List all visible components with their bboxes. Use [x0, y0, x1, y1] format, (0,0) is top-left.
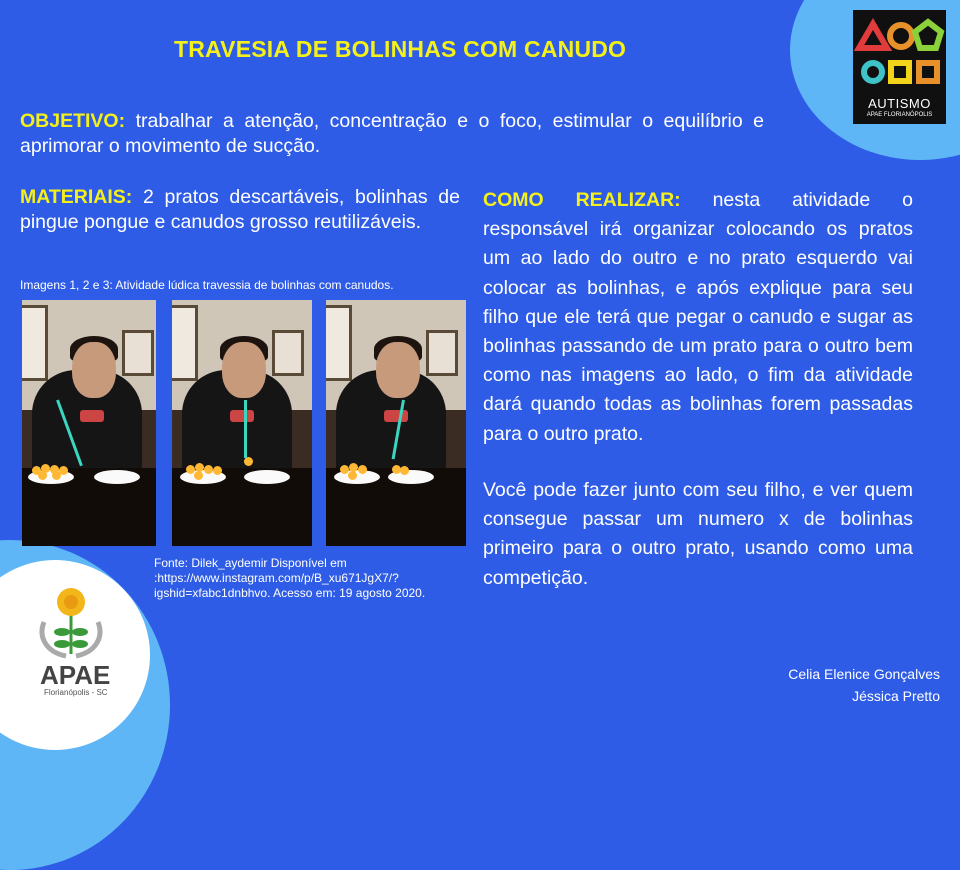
autismo-logo-text: AUTISMO — [868, 96, 931, 111]
how-to-paragraph — [483, 186, 913, 449]
objective-paragraph — [20, 109, 764, 159]
author-name-1: Celia Elenice Gonçalves — [788, 666, 940, 682]
activity-photo-2 — [172, 300, 312, 546]
author-credits — [788, 663, 940, 707]
apae-flower-icon — [36, 582, 106, 662]
apae-logo-subtext: Florianópolis - SC — [44, 688, 108, 697]
objective-label: OBJETIVO: — [20, 110, 126, 132]
author-name-2: Jéssica Pretto — [852, 688, 940, 704]
images-caption: Imagens 1, 2 e 3: Atividade lúdica travessia de bolinhas com canudos. — [20, 278, 394, 292]
materials-label: MATERIAIS: — [20, 186, 133, 208]
autismo-logo — [853, 10, 946, 124]
activity-photo-3 — [326, 300, 466, 546]
materials-paragraph — [20, 185, 460, 235]
autismo-shapes-icon — [853, 10, 946, 96]
objective-text: trabalhar a atenção, concentração e o foco, estimular o equilíbrio e aprimorar o movimento de sucção. — [20, 110, 764, 157]
autismo-logo-subtext: APAE FLORIANÓPOLIS — [866, 112, 933, 118]
activity-photo-1 — [22, 300, 156, 546]
apae-logo-text: APAE — [40, 660, 111, 690]
competition-paragraph: Você pode fazer junto com seu filho, e ver quem consegue passar um numero x de bolinhas primeiro para o outro prato, usando como uma competição. — [483, 479, 913, 589]
materials-text: 2 pratos descartáveis, bolinhas de pingue pongue e canudos grosso reutilizáveis. — [20, 186, 460, 233]
image-source-text: Fonte: Dilek_aydemir Disponível em :https://www.instagram.com/p/B_xu671JgX7/?igshid=xfabc1dnbhvo. Acesso em: 19 agosto 2020. — [154, 556, 426, 600]
how-to-label: COMO REALIZAR: — [483, 189, 681, 211]
how-to-text: nesta atividade o responsável irá organizar colocando os pratos um ao lado do outro e no prato esquerdo vai colocar as bolinhas, e após explique para seu filho que ele terá que pegar o canudo e sugar as bolinhas passando de um prato para o outro bem como nas imagens ao lado, o fim da atividade dará quando todas as bolinhas forem passadas para o outro prato. — [483, 189, 914, 445]
page-title: TRAVESIA DE BOLINHAS COM CANUDO — [174, 36, 627, 62]
